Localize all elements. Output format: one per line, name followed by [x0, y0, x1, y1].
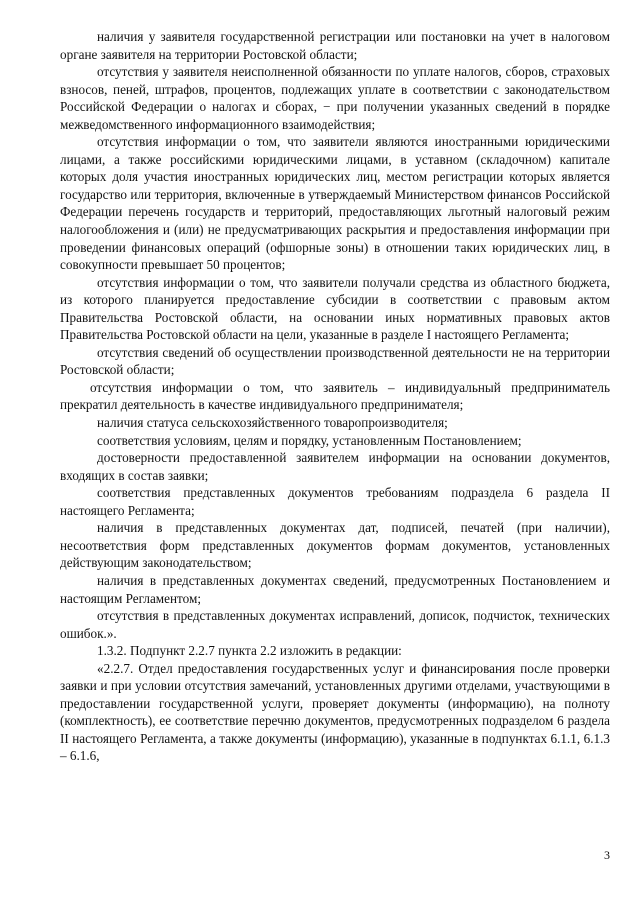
paragraph: отсутствия информации о том, что заявители являются иностранными юридическими лицами, а также российскими юридическими лицами, в уставном (складочном) капитале которых доля участия иностранных юридических лиц, местом регистрации которых является государство или территория, включенные в утверждаемый Министерством финансов Российской Федерации перечень государств и территорий, предоставляющих льготный налоговый режим налогообложения и (или) не предусматривающих раскрытия и предоставления информации при проведении финансовых операций (офшорные зоны) в отношении таких юридических лиц, в совокупности превышает 50 процентов;	[60, 134, 610, 273]
paragraph: наличия статуса сельскохозяйственного товаропроизводителя;	[97, 415, 448, 431]
paragraph: достоверности предоставленной заявителем информации на основании документов, входящих в состав заявки;	[60, 450, 610, 483]
paragraph: соответствия представленных документов требованиям подраздела 6 раздела II настоящего Регламента;	[60, 485, 610, 518]
paragraph: отсутствия в представленных документах исправлений, дописок, подчисток, технических ошибок.».	[60, 608, 610, 641]
paragraph: отсутствия сведений об осуществлении производственной деятельности не на территории Ростовской области;	[60, 344, 610, 378]
paragraph: наличия в представленных документах сведений, предусмотренных Постановлением и настоящим Регламентом;	[60, 572, 610, 606]
document-body	[60, 28, 610, 765]
paragraph: наличия у заявителя государственной регистрации или постановки на учет в налоговом органе заявителя на территории Ростовской области;	[60, 29, 610, 62]
paragraph: отсутствия у заявителя неисполненной обязанности по уплате налогов, сборов, страховых взносов, пеней, штрафов, процентов, подлежащих уплате в соответствии с законодательством Российской Федерации о налогах и сборах, − при получении указанных сведений в порядке межведомственного информационного взаимодействия;	[60, 64, 610, 132]
paragraph: наличия в представленных документах дат, подписей, печатей (при наличии), несоответствия форм представленных документов формам документов, установленных действующим законодательством;	[60, 520, 610, 571]
paragraph: «2.2.7. Отдел предоставления государственных услуг и финансирования после проверки заявки и при условии отсутствия замечаний, установленных другими отделами, участвующими в предоставлении государственной услуги, проверяет документы (информацию), на полноту (комплектность), ее соответствие перечню документов, предусмотренных подразделом 6 раздела II настоящего Регламента, а также документы (информацию), указанные в подпунктах 6.1.1, 6.1.3 – 6.1.6,	[60, 660, 610, 764]
section-heading: 1.3.2. Подпункт 2.2.7 пункта 2.2 изложить в редакции:	[97, 643, 402, 659]
paragraph: соответствия условиям, целям и порядку, установленным Постановлением;	[97, 432, 522, 448]
paragraph: отсутствия информации о том, что заявители получали средства из областного бюджета, из которого планируется предоставление субсидии в соответствии с правовым актом Правительства Ростовской области, на основании иных нормативных правовых актов Правительства Ростовской области на цели, указанные в разделе I настоящего Регламента;	[60, 274, 610, 343]
page-number: 3	[604, 848, 610, 862]
paragraph: отсутствия информации о том, что заявитель – индивидуальный предприниматель прекратил деятельность в качестве индивидуального предпринимателя;	[60, 379, 610, 413]
